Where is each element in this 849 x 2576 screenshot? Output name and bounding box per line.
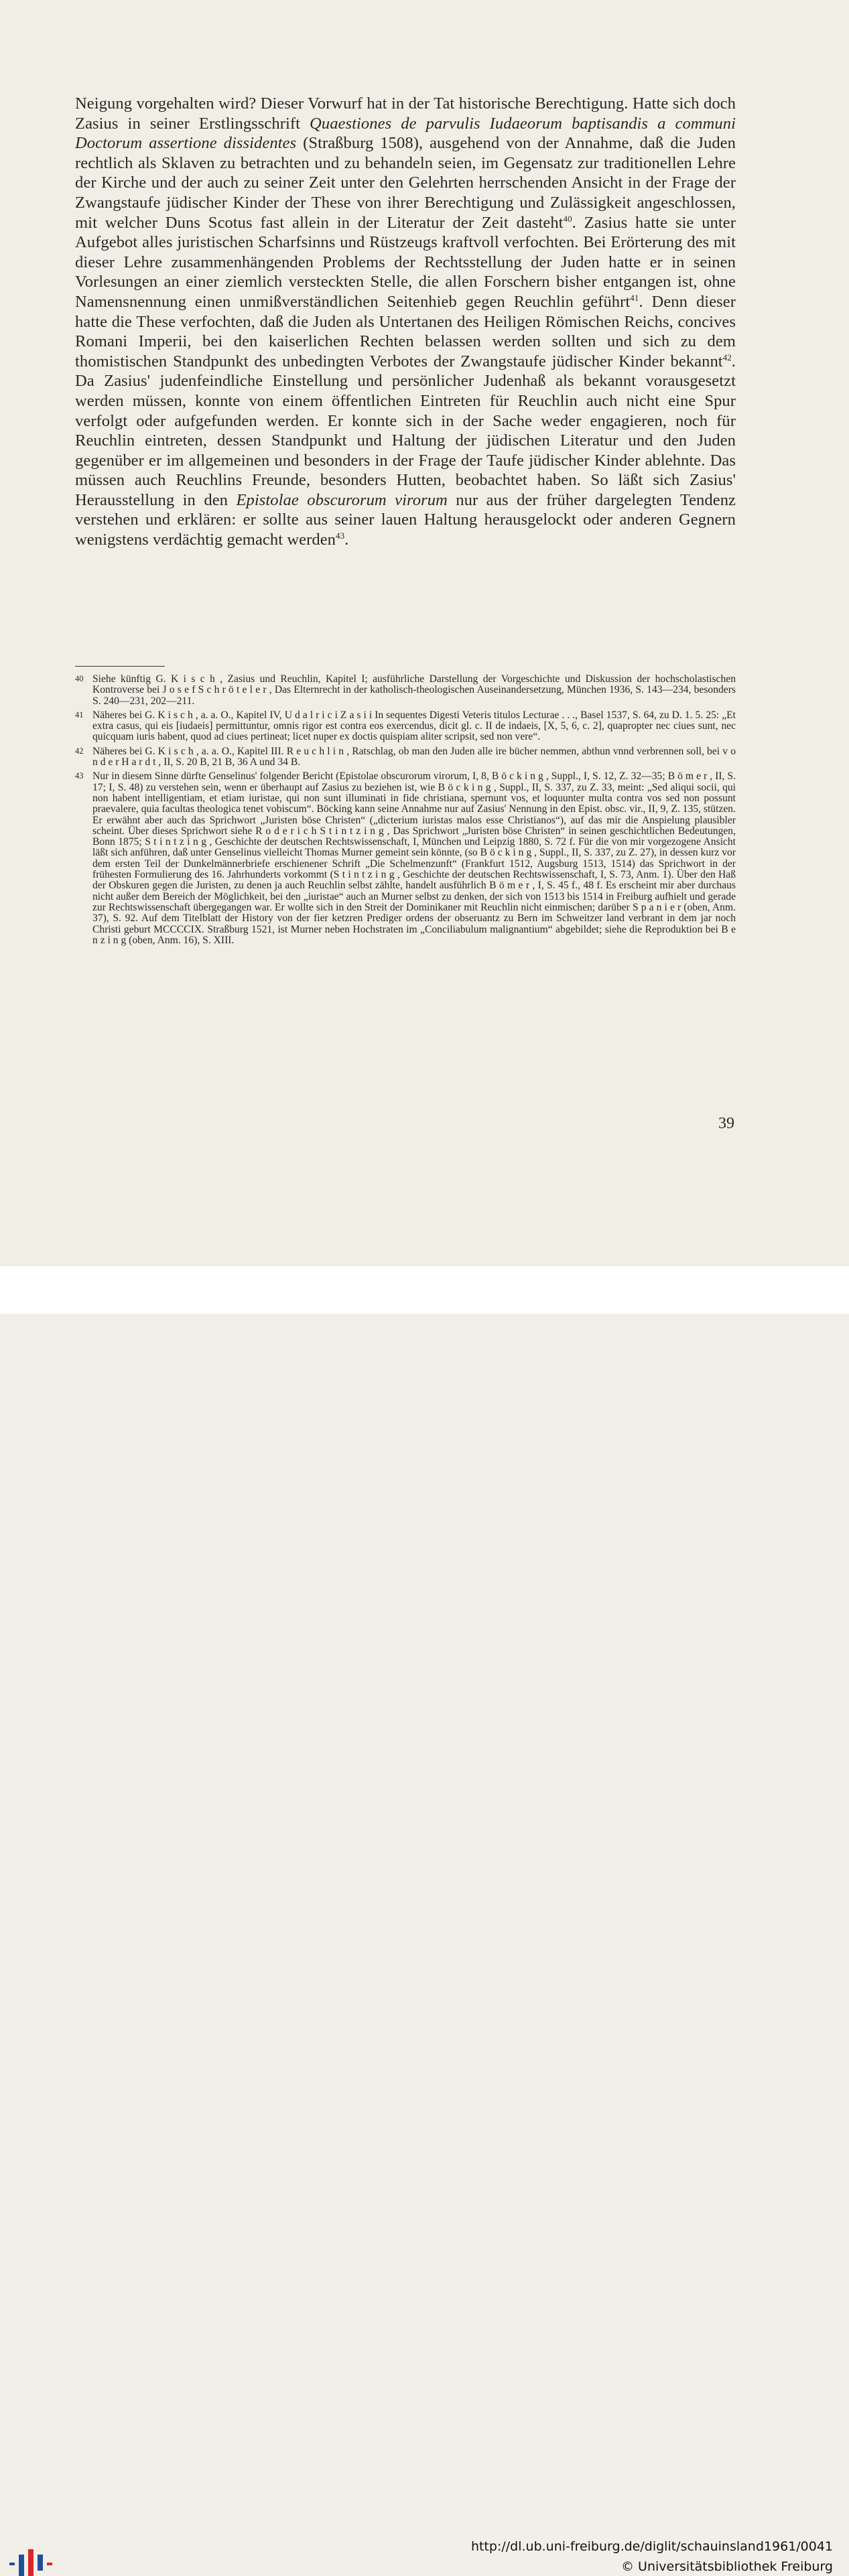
footnote-ref-40[interactable]: 40 bbox=[563, 213, 572, 224]
work-title-quaestiones: Quaestiones de parvulis Iudaeorum baptisandis a communi Doctorum assertione dissidentes bbox=[75, 114, 736, 153]
footnotes bbox=[75, 674, 736, 949]
body-segment: Neigung vorgehalten wird? Dieser Vorwurf hat in der Tat historische Berechtigung. Hatte sich doch Zasius in seiner Erstlingsschrift bbox=[75, 94, 736, 133]
footnote-ref-41[interactable]: 41 bbox=[630, 292, 639, 303]
footnote-divider bbox=[75, 666, 165, 667]
body-text bbox=[75, 94, 736, 550]
copyright-notice: © Universitätsbibliothek Freiburg bbox=[621, 2559, 833, 2574]
footnote-number: 42 bbox=[75, 746, 84, 756]
document-page bbox=[0, 0, 849, 1266]
footnote-41 bbox=[75, 710, 736, 743]
footnote-40 bbox=[75, 674, 736, 707]
footnote-number: 43 bbox=[75, 771, 84, 781]
footnote-43 bbox=[75, 771, 736, 946]
footnote-text: Näheres bei G. K i s c h , a. a. O., Kapitel III. R e u c h l i n , Ratschlag, ob man den Juden alle ire bücher nemmen, abthun vnnd verbrennen soll, bei v o n d e r H a r d t , II, S. 20 B, 21 B, 36 A und 34 B. bbox=[92, 745, 736, 768]
body-segment: nur aus der früher dargelegten Tendenz verstehen und erklären: er sollte aus seiner lauen Haltung herausgelockt oder anderen Gegnern wenigstens verdächtig gemacht werden bbox=[75, 490, 736, 549]
body-segment: . bbox=[344, 531, 349, 549]
footnote-text: Siehe künftig G. K i s c h , Zasius und Reuchlin, Kapitel I; ausführliche Darstellung der Vorgeschichte und Diskussion der hochscholastischen Kontroverse bei J o s e f S c h r ö t e l e r , Das Elternrecht in der katholisch-theologischen Auseinandersetzung, München 1936, S. 143—234, besonders S. 240—231, 202—211. bbox=[92, 673, 736, 707]
footnote-ref-43[interactable]: 43 bbox=[336, 531, 345, 541]
footnote-42 bbox=[75, 746, 736, 768]
viewer-footer bbox=[0, 1266, 849, 2574]
footnote-number: 40 bbox=[75, 674, 84, 683]
source-url[interactable]: http://dl.ub.uni-freiburg.de/diglit/schauinsland1961/0041 bbox=[470, 2539, 833, 2554]
footnote-number: 41 bbox=[75, 709, 84, 720]
work-title-epistolae: Epistolae obscurorum virorum bbox=[236, 490, 448, 509]
body-segment: (Straßburg 1508), ausgehend von der Annahme, daß die Juden rechtlich als Sklaven zu betrachten und zu behandeln seien, im Gegensatz zur traditionellen Lehre der Kirche und der auch zu seiner Zeit unter den Gelehrten herrschenden Ansicht in der Frage der Zwangstaufe jüdischer Kinder der These von ihrer Berechtigung und Zulässigkeit angeschlossen, mit welcher Duns Scotus fast allein in der Literatur der Zeit dasteht bbox=[75, 134, 736, 232]
body-segment: . Denn dieser hatte die These verfochten, daß die Juden als Untertanen des Heiligen Römischen Reichs, concives Romani Imperii, bei den kaiserlichen Rechten belassen werden sollten und sich zu dem thomistischen Standpunkt des unbedingten Verbotes der Zwangstaufe jüdischer Kinder bekannt bbox=[75, 292, 736, 370]
body-segment: . Da Zasius' judenfeindliche Einstellung und persönlicher Judenhaß als bekannt vorausgesetzt werden müssen, konnte von einem öffentlichen Eintreten für Reuchlin auch nicht eine Spur verfolgt oder aufgefunden werden. Er konnte sich in der Sache weder engagieren, noch für Reuchlin eintreten, dessen Standpunkt und Haltung der jüdischen Literatur und den Juden gegenüber er im allgemeinen und besonders in der Frage der Taufe jüdischer Kinder ablehnte. Das müssen auch Reuchlins Freunde, besonders Hutten, beobachtet haben. So läßt sich Zasius' Herausstellung in den bbox=[75, 352, 736, 509]
footnote-text: Näheres bei G. K i s c h , a. a. O., Kapitel IV, U d a l r i c i Z a s i i In sequentes Digesti Veteris titulos Lecturae . . ., Basel 1537, S. 64, zu D. 1. 5. 25: „Et extra casus, qui eis [iudaeis] permittuntur, omnis rigor est contra eos exercendus, dicit gl. c. II de indaeis, [X, 5, 6, c. 2], quapropter nec ciues sunt, nec quicquam iuris habent, quod ad ciues pertineat; licet nuper ex doctis quispiam aliter scripsit, sed non vere“. bbox=[92, 709, 736, 743]
body-segment: . Zasius hatte sie unter Aufgebot alles juristischen Scharfsinns und Rüstzeugs kraftvoll verfochten. Bei Erörterung des mit dieser Lehre zusammenhängenden Problems der Rechtsstellung der Juden hatte er in seinen Vorlesungen an einer ziemlich versteckten Stelle, die allen Forschern bisher entgangen ist, ohne Namensnennung einen unmißverständlichen Seitenhieb gegen Reuchlin geführt bbox=[75, 213, 736, 311]
page-number: 39 bbox=[718, 1115, 734, 1132]
ub-freiburg-logo-icon[interactable] bbox=[9, 2549, 52, 2576]
footnote-text: Nur in diesem Sinne dürfte Genselinus' folgender Bericht (Epistolae obscurorum virorum, I, 8, B ö c k i n g , Suppl., I, S. 12, Z. 32—35; B ö m e r , II, S. 17; I, S. 48) zu verstehen sein, wenn er überhaupt auf Zasius zu beziehen ist, wie B ö c k i n g , Suppl., II, S. 337, zu Z. 33, meint: „Sed aliqui socii, qui non habent intelligentiam, et etiam iuristae, qui non sunt illuminati in fide christiana, spernunt vos, et loquunter multa contra vos sed non possunt praevalere, quia facultas theologica tenet vobiscum“. Böcking kann seine Annahme nur auf Zasius' Nennung in den Epist. obsc. vir., II, 9, Z. 135, stützen. Er erwähnt aber auch das Sprichwort „Juristen böse Christen“ („dicterium iuristas malos esse Christianos“), auf das mir die Anspielung plausibler scheint. Über dieses Sprichwort siehe R o d e r i c h S t i n t z i n g , Das Sprichwort „Juristen böse Christen“ in seinen geschichtlichen Bedeutungen, Bonn 1875; S t i n t z i n g , Geschichte der deutschen Rechtswissenschaft, I, München und Leipzig 1880, S. 72 f. Für die von mir vorgezogene Ansicht läßt sich anführen, daß unter Genselinus vielleicht Thomas Murner gemeint sein könnte, (so B ö c k i n g , Suppl., II, S. 337, zu Z. 27), in dessen kurz vor dem ersten Teil der Dunkelmännerbriefe erschienener Schrift „Die Schelmenzunft“ (Frankfurt 1512, Augsburg 1513, 1514) das Sprichwort in der frühesten Formulierung des 16. Jahrhunderts vorkommt (S t i n t z i n g , Geschichte der deutschen Rechtswissenschaft, I, S. 73, Anm. 1). Über den Haß der Obskuren gegen die Juristen, zu denen ja auch Reuchlin selbst zählte, handelt ausführlich B ö m e r , I, S. 45 f., 48 f. Es erscheint mir aber durchaus nicht außer dem Bereich der Möglichkeit, bei den „iuristae“ auch an Murner selbst zu denken, der sich von 1513 bis 1514 in Freiburg aufhielt und gerade zur Rechtswissenschaft übergegangen war. Er wollte sich in den Streit der Dominikaner mit Reuchlin nicht einmischen; darüber S p a n i e r (oben, Anm. 37), S. 92. Auf dem Titelblatt der History von der fier ketzren Prediger ordens der obseruantz zu Bern im Schweitzer land verbrant in dem jar noch Christi geburt MCCCCIX. Straßburg 1521, ist Murner neben Hochstraten im „Conciliabulum malignantium“ abgebildet; siehe die Reproduktion bei B e n z i n g (oben, Anm. 16), S. XIII. bbox=[92, 770, 736, 946]
footnote-ref-42[interactable]: 42 bbox=[722, 352, 732, 362]
